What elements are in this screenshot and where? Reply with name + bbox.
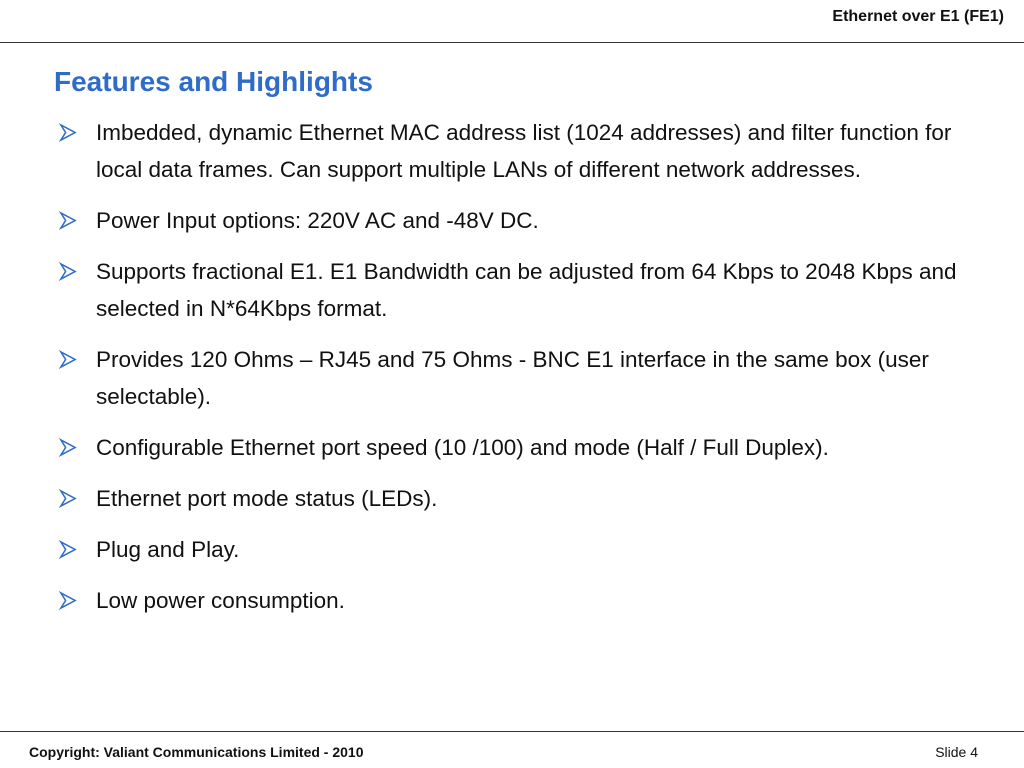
header-title: Ethernet over E1 (FE1) [832,8,1004,25]
arrow-bullet-icon [58,489,77,508]
bullet-text: Low power consumption. [96,588,345,613]
slide-heading: Features and Highlights [54,66,373,97]
bullet-item [58,429,988,466]
bullet-text: Supports fractional E1. E1 Bandwidth can be adjusted from 64 Kbps to 2048 Kbps and selected in N*64Kbps format. [96,259,957,321]
bullet-item [58,480,988,517]
arrow-bullet-icon [58,540,77,559]
bullet-text: Ethernet port mode status (LEDs). [96,486,438,511]
arrow-bullet-icon [58,438,77,457]
footer-divider [0,731,1024,732]
bullet-item [58,253,988,327]
bullet-item [58,114,988,188]
bullet-item [58,531,988,568]
arrow-bullet-icon [58,211,77,230]
bullet-text: Power Input options: 220V AC and -48V DC. [96,208,539,233]
arrow-bullet-icon [58,591,77,610]
footer-copyright: Copyright: Valiant Communications Limited - 2010 [29,744,364,760]
bullet-text: Provides 120 Ohms – RJ45 and 75 Ohms - BNC E1 interface in the same box (user selectable). [96,347,929,409]
bullet-list [58,114,988,633]
slide-number: Slide 4 [935,744,978,760]
bullet-item [58,341,988,415]
bullet-text: Configurable Ethernet port speed (10 /100) and mode (Half / Full Duplex). [96,435,829,460]
arrow-bullet-icon [58,350,77,369]
header-divider [0,42,1024,43]
arrow-bullet-icon [58,123,77,142]
arrow-bullet-icon [58,262,77,281]
bullet-item [58,582,988,619]
bullet-item [58,202,988,239]
bullet-text: Imbedded, dynamic Ethernet MAC address list (1024 addresses) and filter function for local data frames. Can support multiple LANs of different network addresses. [96,120,952,182]
bullet-text: Plug and Play. [96,537,240,562]
